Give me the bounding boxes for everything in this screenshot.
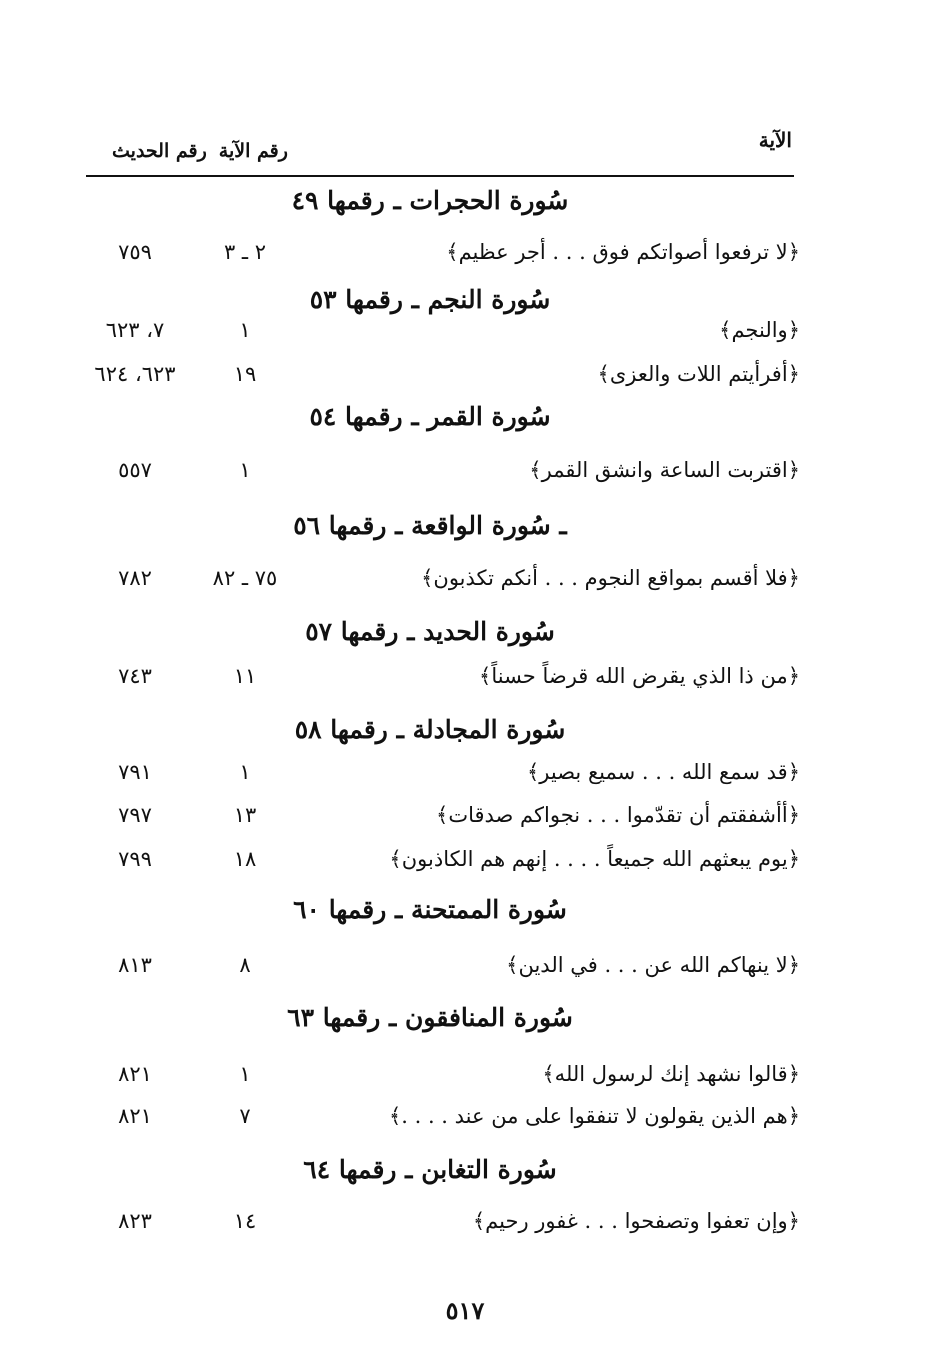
- verse-number: ٨: [239, 953, 251, 977]
- hadith-number: ٥٥٧: [118, 458, 152, 482]
- hadith-number: ٨٢٣: [118, 1209, 152, 1233]
- hadith-number: ٧٩١: [118, 760, 152, 784]
- verse-number: ١: [239, 458, 251, 482]
- ayah-text: ﴿قالوا نشهد إنك لرسول الله﴾: [542, 1062, 800, 1086]
- verse-number: ١: [239, 1062, 251, 1086]
- index-row: [0, 803, 930, 843]
- index-row: [0, 458, 930, 498]
- ayah-text: ﴿فلا أقسم بمواقع النجوم . . . أنكم تكذبون﴾: [421, 566, 800, 590]
- verse-number: ١: [239, 318, 251, 342]
- hadith-number: ٧٥٩: [118, 240, 152, 264]
- ayah-text: ﴿هم الذين يقولون لا تنفقوا على من عند . . . .﴾: [388, 1104, 800, 1128]
- index-row: [0, 847, 930, 887]
- surah-title: سُورة الحديد ـ رقمها ٥٧: [305, 617, 555, 646]
- verse-number: ٧٥ ـ ٨٢: [212, 566, 278, 590]
- ayah-text: ﴿من ذا الذي يقرض الله قرضاً حسناً﴾: [479, 664, 800, 688]
- verse-number: ١٤: [233, 1209, 257, 1233]
- surah-title: سُورة التغابن ـ رقمها ٦٤: [303, 1155, 557, 1184]
- column-headers-numbers: [100, 140, 288, 162]
- surah-title: سُورة القمر ـ رقمها ٥٤: [309, 402, 551, 431]
- index-row: [0, 1104, 930, 1144]
- verse-number: ١٩: [233, 362, 257, 386]
- index-row: [0, 240, 930, 280]
- ayah-text: ﴿لا ينهاكم الله عن . . . في الدين﴾: [506, 953, 800, 977]
- hadith-number: ٧٨٢: [118, 566, 152, 590]
- index-row: [0, 1209, 930, 1249]
- verse-number: ١: [239, 760, 251, 784]
- surah-title: سُورة الممتحنة ـ رقمها ٦٠: [293, 895, 567, 924]
- ayah-text: ﴿قد سمع الله . . . سميع بصير﴾: [526, 760, 800, 784]
- surah-title: سُورة الحجرات ـ رقمها ٤٩: [291, 186, 569, 215]
- index-row: [0, 664, 930, 704]
- verse-number: ٢ ـ ٣: [223, 240, 267, 264]
- index-row: [0, 566, 930, 606]
- hadith-number: ٨١٣: [118, 953, 152, 977]
- hadith-number: ٧، ٦٢٣: [105, 318, 165, 342]
- ayah-text: ﴿أفرأيتم اللات والعزى﴾: [597, 362, 800, 386]
- ayah-text: ﴿أأشفقتم أن تقدّموا . . . نجواكم صدقات﴾: [436, 803, 800, 827]
- verse-number: ٧: [239, 1104, 251, 1128]
- index-row: [0, 318, 930, 358]
- hadith-number: ٧٩٩: [118, 847, 152, 871]
- ayah-text: ﴿يوم يبعثهم الله جميعاً . . . . إنهم هم الكاذبون﴾: [389, 847, 800, 871]
- page-number: ٥١٧: [445, 1296, 485, 1325]
- ayah-text: ﴿والنجم﴾: [719, 318, 800, 342]
- ayah-text: ﴿اقتربت الساعة وانشق القمر﴾: [529, 458, 800, 482]
- surah-title: سُورة المنافقون ـ رقمها ٦٣: [287, 1003, 573, 1032]
- hadith-number: ٧٤٣: [118, 664, 152, 688]
- index-row: [0, 1062, 930, 1102]
- column-header-hadith-number: رقم الحديث: [112, 140, 207, 162]
- surah-title: سُورة النجم ـ رقمها ٥٣: [309, 285, 551, 314]
- column-header-ayah: الآية: [758, 128, 792, 152]
- ayah-text: ﴿وإن تعفوا وتصفحوا . . . غفور رحيم﴾: [472, 1209, 800, 1233]
- hadith-number: ٨٢١: [118, 1062, 152, 1086]
- index-row: [0, 953, 930, 993]
- column-header-verse-number: رقم الآية: [218, 140, 288, 162]
- verse-number: ١٨: [233, 847, 257, 871]
- header-rule: [86, 175, 794, 177]
- surah-title: سُورة المجادلة ـ رقمها ٥٨: [294, 715, 566, 744]
- surah-title: ـ سُورة الواقعة ـ رقمها ٥٦: [293, 511, 567, 540]
- hadith-number: ٦٢٣، ٦٢٤: [94, 362, 176, 386]
- verse-number: ١٣: [233, 803, 257, 827]
- verse-number: ١١: [233, 664, 257, 688]
- index-row: [0, 362, 930, 402]
- ayah-text: ﴿لا ترفعوا أصواتكم فوق . . . أجر عظيم﴾: [446, 240, 800, 264]
- hadith-number: ٨٢١: [118, 1104, 152, 1128]
- hadith-number: ٧٩٧: [118, 803, 152, 827]
- index-row: [0, 760, 930, 800]
